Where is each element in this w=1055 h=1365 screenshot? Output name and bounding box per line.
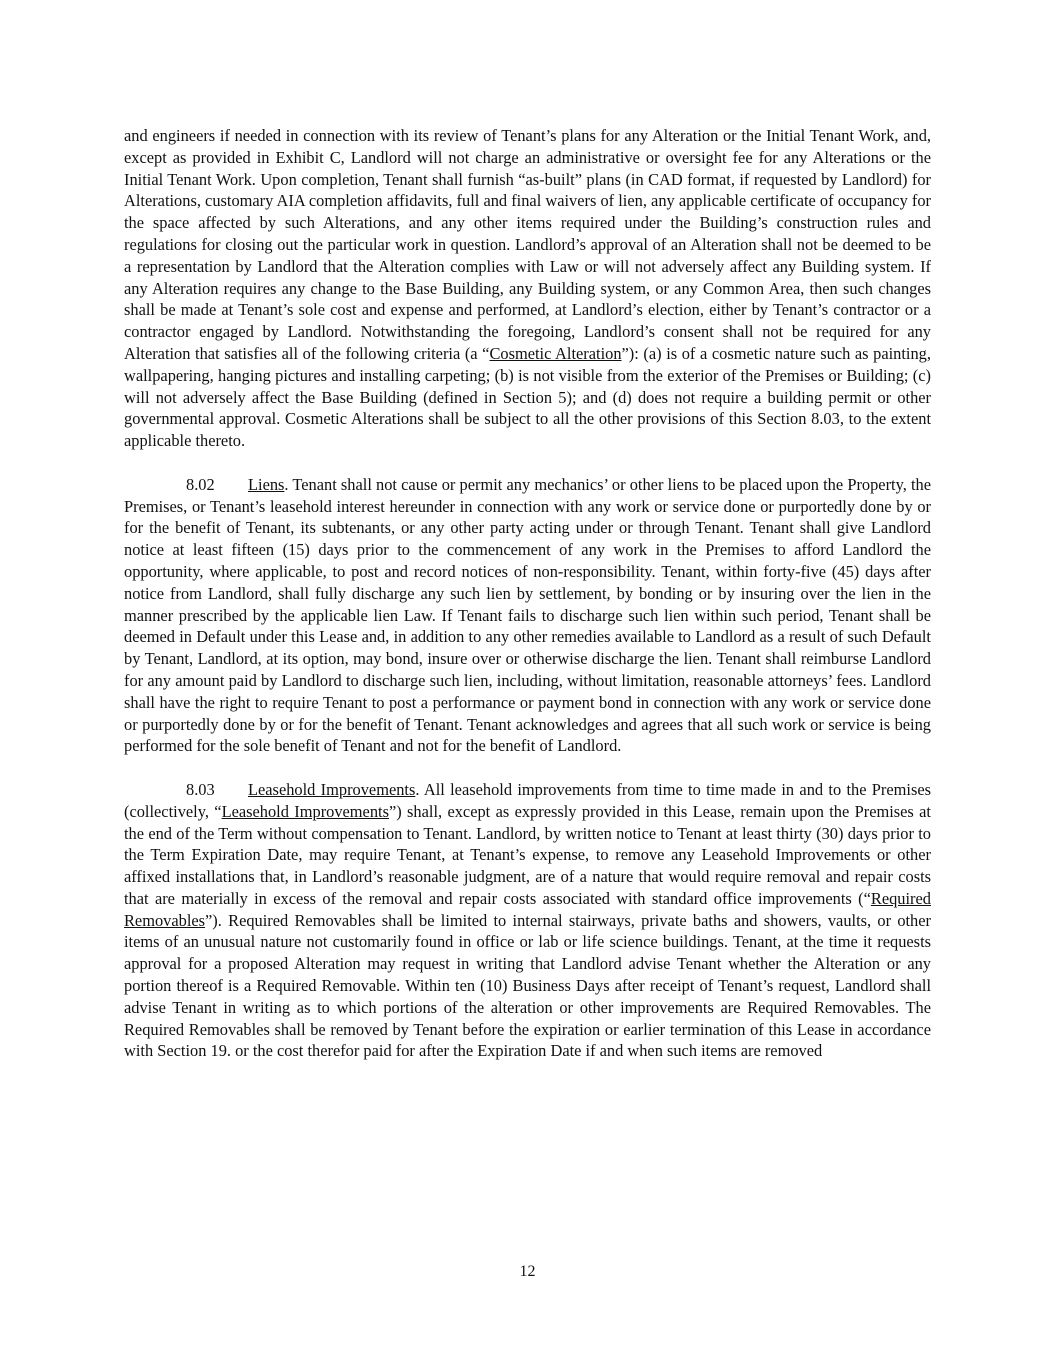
paragraph-text: ”): (a) is of a cosmetic nature such as painting, wallpapering, hanging pictures and installing carpeting; (b) is not visible from the exterior of the Premises or Building; (c) will not adversely affect the Base Building (defined in Section 5); and (d) does not require a building permit or other governmental approval. Cosmetic Alterations shall be subject to all the other provisions of this Section 8.03, to the extent applicable thereto. (124, 343, 931, 451)
paragraph-text: and engineers if needed in connection with its review of Tenant’s plans for any Alteration or the Initial Tenant Work, and, except as provided in Exhibit C, Landlord will not charge an administrative or oversight fee for any Alterations or the Initial Tenant Work. Upon completion, Tenant shall furnish “as-built” plans (in CAD format, if requested by Landlord) for Alterations, customary AIA completion affidavits, full and final waivers of lien, any applicable certificate of occupancy for the space affected by such Alterations, and any other items required under the Building’s construction rules and regulations for closing out the particular work in question. Landlord’s approval of an Alteration shall not be deemed to be a representation by Landlord that the Alteration complies with Law or will not adversely affect any Building system. If any Alteration requires any change to the Base Building, any Building system, or any Common Area, then such changes shall be made at Tenant’s sole cost and expense and performed, at Landlord’s election, either by Tenant’s contractor or a contractor engaged by Landlord. Notwithstanding the foregoing, Landlord’s consent shall not be required for any Alteration that satisfies all of the following criteria (a “ (124, 126, 931, 363)
document-page (124, 125, 931, 1062)
section-text: . All leasehold improvements from time to time made in and to the Premises (collectively, “ (124, 779, 931, 821)
defined-term-leasehold-improvements: Leasehold Improvements (221, 801, 389, 821)
page-number: 12 (519, 1263, 536, 1280)
section-text: ”) shall, except as expressly provided in this Lease, remain upon the Premises at the end of the Term without compensation to Tenant. Landlord, by written notice to Tenant at least thirty (30) days prior to the Term Expiration Date, may require Tenant, at Tenant’s expense, to remove any Leasehold Improvements or other affixed installations that, in Landlord’s reasonable judgment, are of a nature that would require removal and repair costs that are materially in excess of the removal and repair costs associated with standard office improvements (“ (124, 801, 931, 908)
section-number: 8.02 (186, 474, 215, 494)
section-8-03-leasehold-improvements (124, 779, 931, 1062)
section-text: . Tenant shall not cause or permit any mechanics’ or other liens to be placed upon the Property, the Premises, or Tenant’s leasehold interest hereunder in connection with any work or service done or purportedly done by or for the benefit of Tenant, its subtenants, or any other party acting under or through Tenant. Tenant shall give Landlord notice at least fifteen (15) days prior to the commencement of any work in the Premises to afford Landlord the opportunity, where applicable, to post and record notices of non-responsibility. Tenant, within forty-five (45) days after notice from Landlord, shall fully discharge any such lien by settlement, by bonding or by insuring over the lien in the manner prescribed by the applicable lien Law. If Tenant fails to discharge such lien within such period, Tenant shall be deemed in Default under this Lease and, in addition to any other remedies available to Landlord as a result of such Default by Tenant, Landlord, at its option, may bond, insure over or otherwise discharge the lien. Tenant shall reimburse Landlord for any amount paid by Landlord to discharge such lien, including, without limitation, reasonable attorneys’ fees. Landlord shall have the right to require Tenant to post a performance or payment bond in connection with any work or service done or purportedly done by or for the benefit of Tenant. Tenant acknowledges and agrees that all such work or service is being performed for the sole benefit of Tenant and not for the benefit of Landlord. (124, 474, 931, 756)
section-text: ”). Required Removables shall be limited to internal stairways, private baths and showers, vaults, or other items of an unusual nature not customarily found in office or lab or life science buildings. Tenant, at the time it requests approval for a proposed Alteration may request in writing that Landlord advise Tenant whether the Alteration or any portion thereof is a Required Removable. Within ten (10) Business Days after receipt of Tenant’s request, Landlord shall advise Tenant in writing as to which portions of the alteration or other improvements are Required Removables. The Required Removables shall be removed by Tenant before the expiration or earlier termination of this Lease in accordance with Section 19. or the cost therefor paid for after the Expiration Date if and when such items are removed (124, 910, 931, 1061)
section-heading: Liens (248, 474, 285, 494)
section-8-02-liens (124, 474, 931, 757)
section-number: 8.03 (186, 779, 215, 799)
defined-term-required-removables: Required Removables (124, 888, 931, 930)
paragraph-alterations-continued (124, 125, 931, 452)
section-heading: Leasehold Improvements (248, 779, 416, 799)
defined-term-cosmetic-alteration: Cosmetic Alteration (489, 343, 622, 363)
